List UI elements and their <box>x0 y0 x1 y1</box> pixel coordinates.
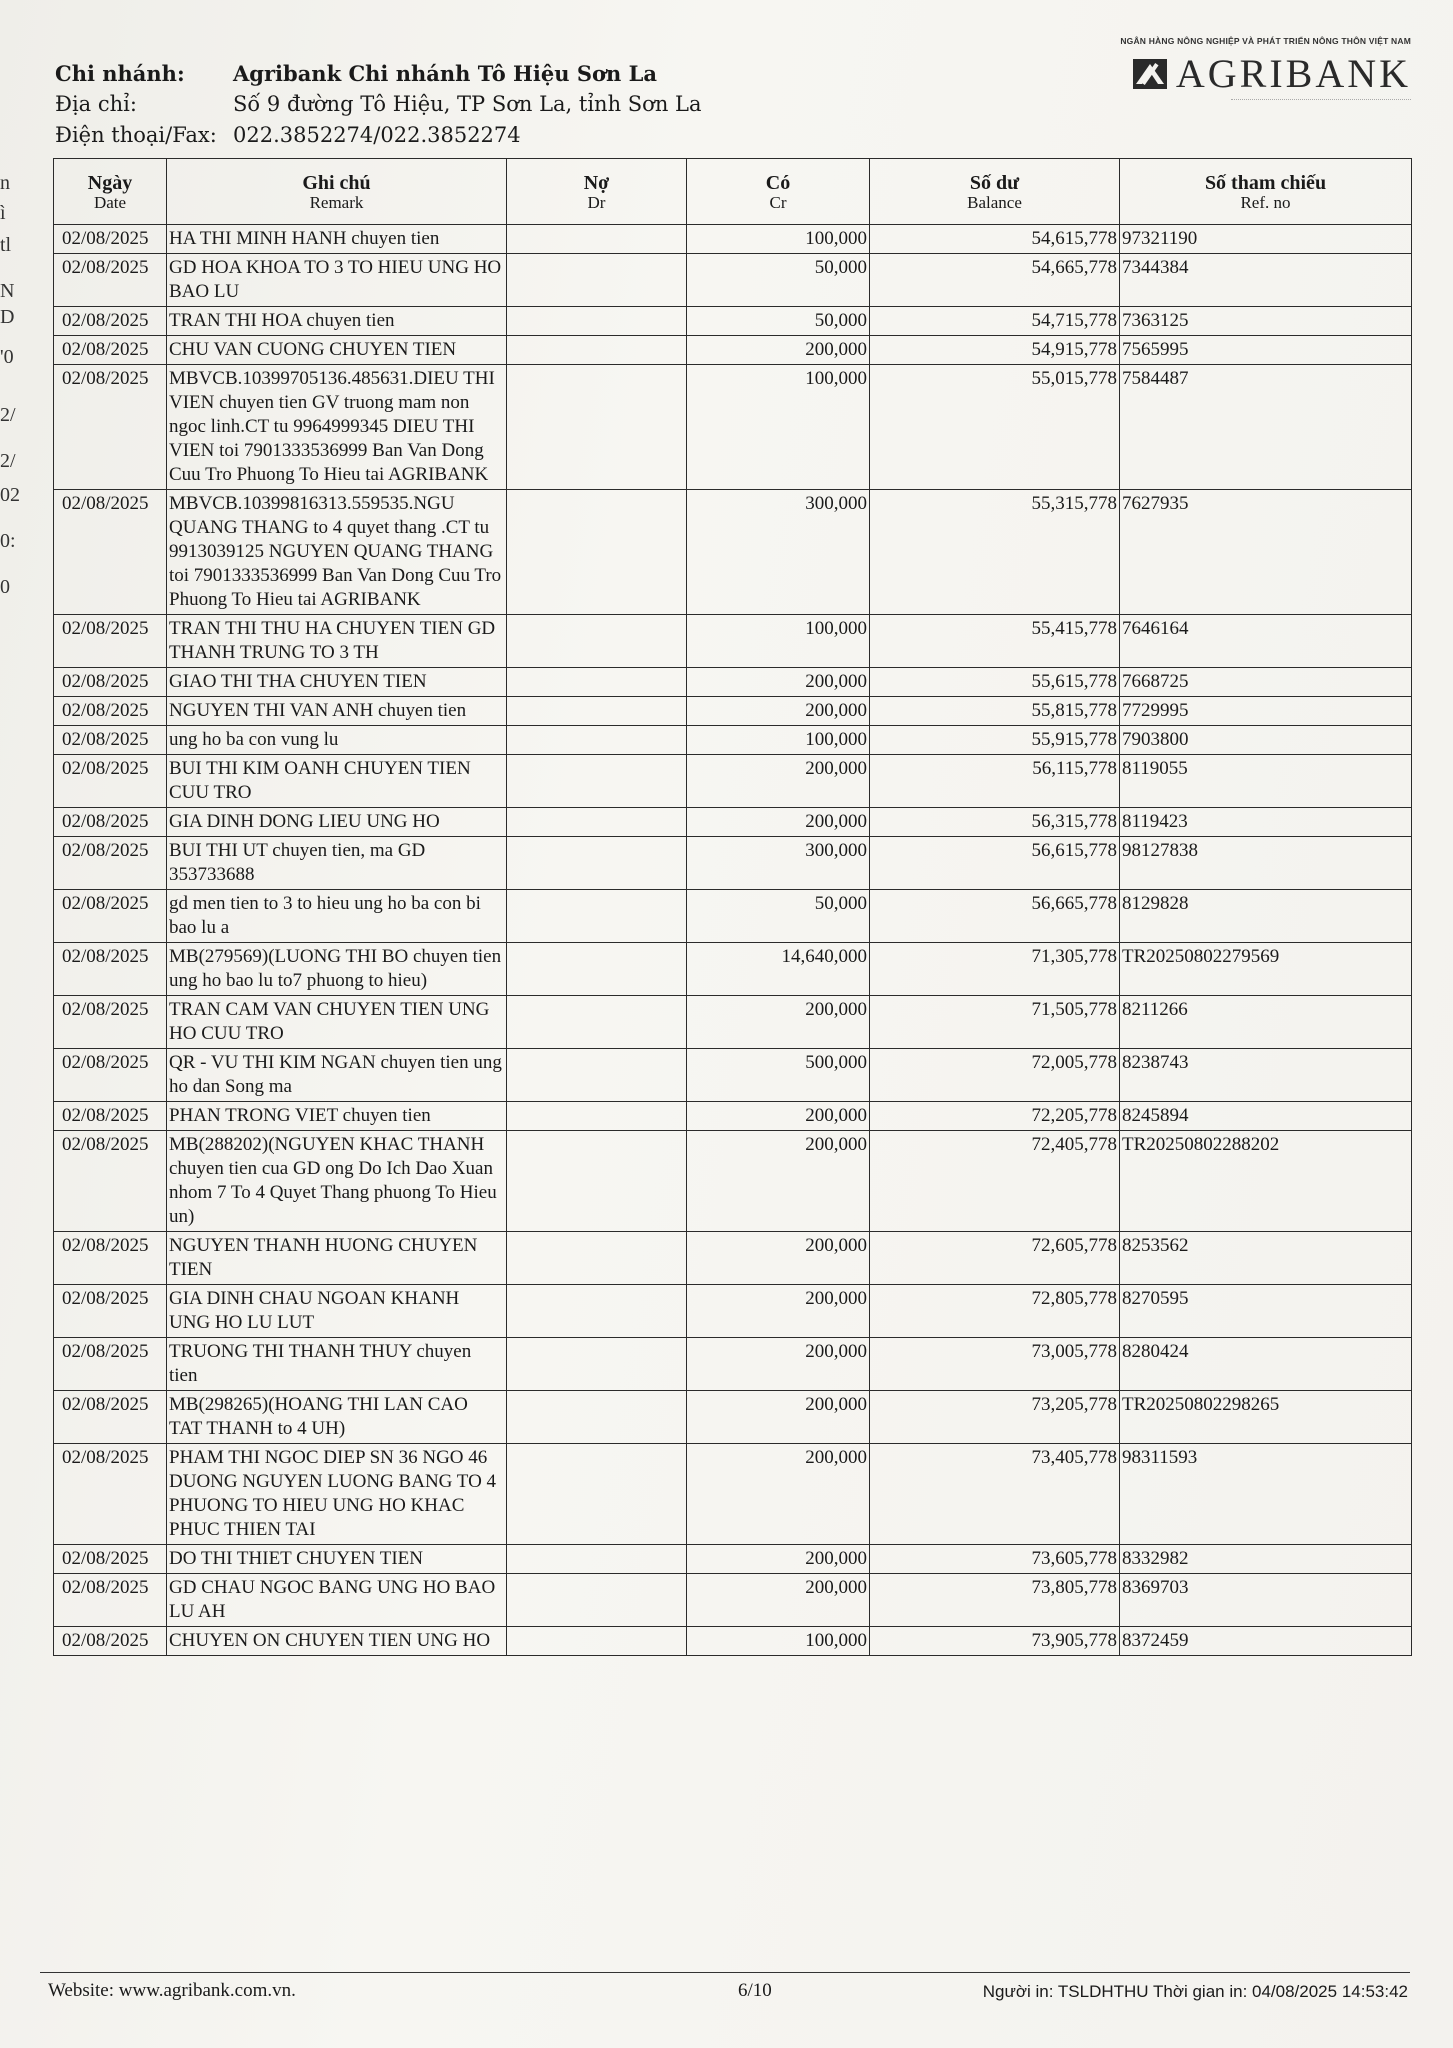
row-debit <box>507 890 687 943</box>
row-debit <box>507 1049 687 1102</box>
row-credit: 200,000 <box>687 1391 870 1444</box>
row-balance: 54,665,778 <box>870 254 1120 307</box>
row-debit <box>507 1545 687 1574</box>
row-ref: 8238743 <box>1120 1049 1412 1102</box>
header-ref: Số tham chiếu Ref. no <box>1120 159 1412 225</box>
table-row <box>54 1391 1412 1444</box>
page-number: 6/10 <box>738 1980 772 2001</box>
row-ref: 98311593 <box>1120 1444 1412 1545</box>
row-ref: TR20250802279569 <box>1120 943 1412 996</box>
row-date: 02/08/2025 <box>54 755 167 808</box>
row-ref: TR20250802288202 <box>1120 1131 1412 1232</box>
table-row <box>54 697 1412 726</box>
row-remark: TRAN THI HOA chuyen tien <box>167 307 507 336</box>
table-row <box>54 1285 1412 1338</box>
row-debit <box>507 307 687 336</box>
row-balance: 71,505,778 <box>870 996 1120 1049</box>
table-row <box>54 254 1412 307</box>
row-date: 02/08/2025 <box>54 254 167 307</box>
row-date: 02/08/2025 <box>54 1285 167 1338</box>
header-date: Ngày Date <box>54 159 167 225</box>
footer-website: Website: www.agribank.com.vn. <box>48 1980 296 2001</box>
table-row <box>54 1574 1412 1627</box>
row-remark: GIAO THI THA CHUYEN TIEN <box>167 668 507 697</box>
row-ref: 8119055 <box>1120 755 1412 808</box>
row-remark: CHU VAN CUONG CHUYEN TIEN <box>167 336 507 365</box>
table-row <box>54 1444 1412 1545</box>
row-ref: 8270595 <box>1120 1285 1412 1338</box>
row-ref: 8211266 <box>1120 996 1412 1049</box>
row-debit <box>507 943 687 996</box>
row-date: 02/08/2025 <box>54 697 167 726</box>
row-date: 02/08/2025 <box>54 996 167 1049</box>
table-row <box>54 943 1412 996</box>
row-debit <box>507 697 687 726</box>
row-date: 02/08/2025 <box>54 668 167 697</box>
row-balance: 72,405,778 <box>870 1131 1120 1232</box>
table-row <box>54 755 1412 808</box>
row-credit: 200,000 <box>687 1545 870 1574</box>
row-remark: gd men tien to 3 to hieu ung ho ba con bi bao lu a <box>167 890 507 943</box>
row-credit: 200,000 <box>687 808 870 837</box>
row-balance: 54,615,778 <box>870 225 1120 254</box>
table-row <box>54 1627 1412 1656</box>
brand-tagline: NGÂN HÀNG NÔNG NGHIỆP VÀ PHÁT TRIỂN NÔNG THÔN VIỆT NAM <box>1120 36 1411 46</box>
row-date: 02/08/2025 <box>54 307 167 336</box>
table-row <box>54 726 1412 755</box>
row-date: 02/08/2025 <box>54 1574 167 1627</box>
row-balance: 54,915,778 <box>870 336 1120 365</box>
row-ref: 98127838 <box>1120 837 1412 890</box>
row-remark: GD HOA KHOA TO 3 TO HIEU UNG HO BAO LU <box>167 254 507 307</box>
table-header-row <box>54 159 1412 225</box>
row-balance: 55,315,778 <box>870 490 1120 615</box>
row-ref: 7565995 <box>1120 336 1412 365</box>
row-debit <box>507 1102 687 1131</box>
row-remark: HA THI MINH HANH chuyen tien <box>167 225 507 254</box>
branch-phone: 022.3852274/022.3852274 <box>233 123 521 147</box>
row-credit: 50,000 <box>687 307 870 336</box>
brand-underline <box>1231 99 1411 108</box>
row-debit <box>507 996 687 1049</box>
row-balance: 56,665,778 <box>870 890 1120 943</box>
row-balance: 73,405,778 <box>870 1444 1120 1545</box>
row-debit <box>507 668 687 697</box>
row-debit <box>507 726 687 755</box>
table-row <box>54 1102 1412 1131</box>
row-ref: 8372459 <box>1120 1627 1412 1656</box>
row-remark: TRAN THI THU HA CHUYEN TIEN GD THANH TRUNG TO 3 TH <box>167 615 507 668</box>
row-balance: 55,915,778 <box>870 726 1120 755</box>
row-balance: 72,205,778 <box>870 1102 1120 1131</box>
row-debit <box>507 808 687 837</box>
row-balance: 56,615,778 <box>870 837 1120 890</box>
row-credit: 100,000 <box>687 365 870 490</box>
row-credit: 200,000 <box>687 1574 870 1627</box>
table-row <box>54 1338 1412 1391</box>
row-balance: 73,605,778 <box>870 1545 1120 1574</box>
row-remark: DO THI THIET CHUYEN TIEN <box>167 1545 507 1574</box>
row-date: 02/08/2025 <box>54 225 167 254</box>
row-remark: GIA DINH DONG LIEU UNG HO <box>167 808 507 837</box>
table-row <box>54 1545 1412 1574</box>
row-date: 02/08/2025 <box>54 1131 167 1232</box>
row-balance: 71,305,778 <box>870 943 1120 996</box>
row-date: 02/08/2025 <box>54 808 167 837</box>
row-balance: 72,805,778 <box>870 1285 1120 1338</box>
row-remark: GIA DINH CHAU NGOAN KHANH UNG HO LU LUT <box>167 1285 507 1338</box>
row-balance: 56,115,778 <box>870 755 1120 808</box>
agribank-logo-icon <box>1130 54 1170 94</box>
row-ref: 7344384 <box>1120 254 1412 307</box>
print-info: Người in: TSLDHTHU Thời gian in: 04/08/2025 14:53:42 <box>982 1982 1408 2001</box>
row-ref: 8253562 <box>1120 1232 1412 1285</box>
branch-info <box>55 58 701 151</box>
table-row <box>54 307 1412 336</box>
row-remark: NGUYEN THANH HUONG CHUYEN TIEN <box>167 1232 507 1285</box>
row-balance: 73,905,778 <box>870 1627 1120 1656</box>
row-debit <box>507 1627 687 1656</box>
row-credit: 200,000 <box>687 1102 870 1131</box>
row-date: 02/08/2025 <box>54 615 167 668</box>
row-credit: 500,000 <box>687 1049 870 1102</box>
row-date: 02/08/2025 <box>54 1102 167 1131</box>
row-credit: 100,000 <box>687 615 870 668</box>
header-credit: Có Cr <box>687 159 870 225</box>
row-debit <box>507 365 687 490</box>
row-credit: 300,000 <box>687 837 870 890</box>
row-ref: 7363125 <box>1120 307 1412 336</box>
row-date: 02/08/2025 <box>54 1545 167 1574</box>
row-remark: BUI THI UT chuyen tien, ma GD 353733688 <box>167 837 507 890</box>
table-row <box>54 1131 1412 1232</box>
bottom-rule <box>40 1972 1410 1973</box>
row-ref: 8245894 <box>1120 1102 1412 1131</box>
row-balance: 55,015,778 <box>870 365 1120 490</box>
row-debit <box>507 755 687 808</box>
row-remark: MB(288202)(NGUYEN KHAC THANH chuyen tien cua GD ong Do Ich Dao Xuan nhom 7 To 4 Quyet Thang phuong To Hieu un) <box>167 1131 507 1232</box>
row-balance: 73,805,778 <box>870 1574 1120 1627</box>
row-remark: MBVCB.10399816313.559535.NGU QUANG THANG to 4 quyet thang .CT tu 9913039125 NGUYEN QUANG THANG toi 7901333536999 Ban Van Dong Cuu Tro Phuong To Hieu tai AGRIBANK <box>167 490 507 615</box>
header-balance: Số dư Balance <box>870 159 1120 225</box>
row-debit <box>507 336 687 365</box>
row-credit: 200,000 <box>687 697 870 726</box>
row-remark: PHAM THI NGOC DIEP SN 36 NGO 46 DUONG NGUYEN LUONG BANG TO 4 PHUONG TO HIEU UNG HO KHAC PHUC THIEN TAI <box>167 1444 507 1545</box>
row-credit: 200,000 <box>687 996 870 1049</box>
row-debit <box>507 490 687 615</box>
row-debit <box>507 1574 687 1627</box>
row-remark: ung ho ba con vung lu <box>167 726 507 755</box>
row-credit: 200,000 <box>687 1444 870 1545</box>
row-date: 02/08/2025 <box>54 1391 167 1444</box>
row-balance: 72,605,778 <box>870 1232 1120 1285</box>
row-balance: 54,715,778 <box>870 307 1120 336</box>
row-balance: 73,205,778 <box>870 1391 1120 1444</box>
branch-name: Agribank Chi nhánh Tô Hiệu Sơn La <box>233 61 657 86</box>
row-date: 02/08/2025 <box>54 837 167 890</box>
row-date: 02/08/2025 <box>54 1232 167 1285</box>
row-debit <box>507 225 687 254</box>
row-remark: MBVCB.10399705136.485631.DIEU THI VIEN chuyen tien GV truong mam non ngoc linh.CT tu 9964999345 DIEU THI VIEN toi 7901333536999 Ban Van Dong Cuu Tro Phuong To Hieu tai AGRIBANK <box>167 365 507 490</box>
brand-name: AGRIBANK <box>1175 51 1411 96</box>
row-debit <box>507 1285 687 1338</box>
row-ref: 8369703 <box>1120 1574 1412 1627</box>
adjacent-page-edge: n ì tl N D '0 2/ 2/ 02 0: 0 <box>0 172 20 598</box>
table-row <box>54 996 1412 1049</box>
phone-label: Điện thoại/Fax: <box>55 123 217 147</box>
table-row <box>54 668 1412 697</box>
row-ref: 8129828 <box>1120 890 1412 943</box>
row-ref: 8119423 <box>1120 808 1412 837</box>
table-row <box>54 808 1412 837</box>
row-ref: 7668725 <box>1120 668 1412 697</box>
row-remark: TRUONG THI THANH THUY chuyen tien <box>167 1338 507 1391</box>
transaction-table <box>53 158 1412 1656</box>
row-remark: MB(298265)(HOANG THI LAN CAO TAT THANH to 4 UH) <box>167 1391 507 1444</box>
row-credit: 200,000 <box>687 1285 870 1338</box>
row-credit: 300,000 <box>687 490 870 615</box>
row-debit <box>507 1131 687 1232</box>
row-date: 02/08/2025 <box>54 490 167 615</box>
row-ref: 7903800 <box>1120 726 1412 755</box>
row-debit <box>507 1391 687 1444</box>
branch-address: Số 9 đường Tô Hiệu, TP Sơn La, tỉnh Sơn La <box>233 92 702 116</box>
row-credit: 200,000 <box>687 336 870 365</box>
row-balance: 73,005,778 <box>870 1338 1120 1391</box>
row-remark: GD CHAU NGOC BANG UNG HO BAO LU AH <box>167 1574 507 1627</box>
row-remark: TRAN CAM VAN CHUYEN TIEN UNG HO CUU TRO <box>167 996 507 1049</box>
row-date: 02/08/2025 <box>54 1444 167 1545</box>
row-debit <box>507 254 687 307</box>
table-row <box>54 225 1412 254</box>
row-balance: 55,415,778 <box>870 615 1120 668</box>
row-remark: CHUYEN ON CHUYEN TIEN UNG HO <box>167 1627 507 1656</box>
table-row <box>54 1049 1412 1102</box>
row-ref: 97321190 <box>1120 225 1412 254</box>
table-row <box>54 1232 1412 1285</box>
row-remark: QR - VU THI KIM NGAN chuyen tien ung ho dan Song ma <box>167 1049 507 1102</box>
table-row <box>54 615 1412 668</box>
row-debit <box>507 1444 687 1545</box>
row-date: 02/08/2025 <box>54 1049 167 1102</box>
row-credit: 100,000 <box>687 225 870 254</box>
table-row <box>54 336 1412 365</box>
row-credit: 200,000 <box>687 668 870 697</box>
row-date: 02/08/2025 <box>54 336 167 365</box>
row-ref: 7729995 <box>1120 697 1412 726</box>
row-debit <box>507 1232 687 1285</box>
table-row <box>54 365 1412 490</box>
row-date: 02/08/2025 <box>54 943 167 996</box>
row-ref: 7646164 <box>1120 615 1412 668</box>
row-credit: 50,000 <box>687 254 870 307</box>
address-label: Địa chỉ: <box>55 92 137 116</box>
row-date: 02/08/2025 <box>54 365 167 490</box>
table-row <box>54 837 1412 890</box>
row-remark: NGUYEN THI VAN ANH chuyen tien <box>167 697 507 726</box>
row-debit <box>507 615 687 668</box>
header-remark: Ghi chú Remark <box>167 159 507 225</box>
row-balance: 55,615,778 <box>870 668 1120 697</box>
agribank-brand <box>1111 36 1411 108</box>
row-remark: BUI THI KIM OANH CHUYEN TIEN CUU TRO <box>167 755 507 808</box>
row-ref: 8280424 <box>1120 1338 1412 1391</box>
row-ref: 7584487 <box>1120 365 1412 490</box>
row-date: 02/08/2025 <box>54 726 167 755</box>
row-credit: 14,640,000 <box>687 943 870 996</box>
row-credit: 100,000 <box>687 1627 870 1656</box>
row-credit: 200,000 <box>687 1131 870 1232</box>
row-credit: 200,000 <box>687 755 870 808</box>
row-date: 02/08/2025 <box>54 890 167 943</box>
row-credit: 50,000 <box>687 890 870 943</box>
branch-label: Chi nhánh: <box>55 61 185 86</box>
header-debit: Nợ Dr <box>507 159 687 225</box>
row-ref: 8332982 <box>1120 1545 1412 1574</box>
row-credit: 100,000 <box>687 726 870 755</box>
row-debit <box>507 837 687 890</box>
table-row <box>54 490 1412 615</box>
table-row <box>54 890 1412 943</box>
row-remark: MB(279569)(LUONG THI BO chuyen tien ung ho bao lu to7 phuong to hieu) <box>167 943 507 996</box>
row-balance: 55,815,778 <box>870 697 1120 726</box>
row-debit <box>507 1338 687 1391</box>
row-credit: 200,000 <box>687 1232 870 1285</box>
row-date: 02/08/2025 <box>54 1338 167 1391</box>
row-remark: PHAN TRONG VIET chuyen tien <box>167 1102 507 1131</box>
row-balance: 72,005,778 <box>870 1049 1120 1102</box>
row-ref: 7627935 <box>1120 490 1412 615</box>
row-date: 02/08/2025 <box>54 1627 167 1656</box>
row-balance: 56,315,778 <box>870 808 1120 837</box>
row-ref: TR20250802298265 <box>1120 1391 1412 1444</box>
row-credit: 200,000 <box>687 1338 870 1391</box>
